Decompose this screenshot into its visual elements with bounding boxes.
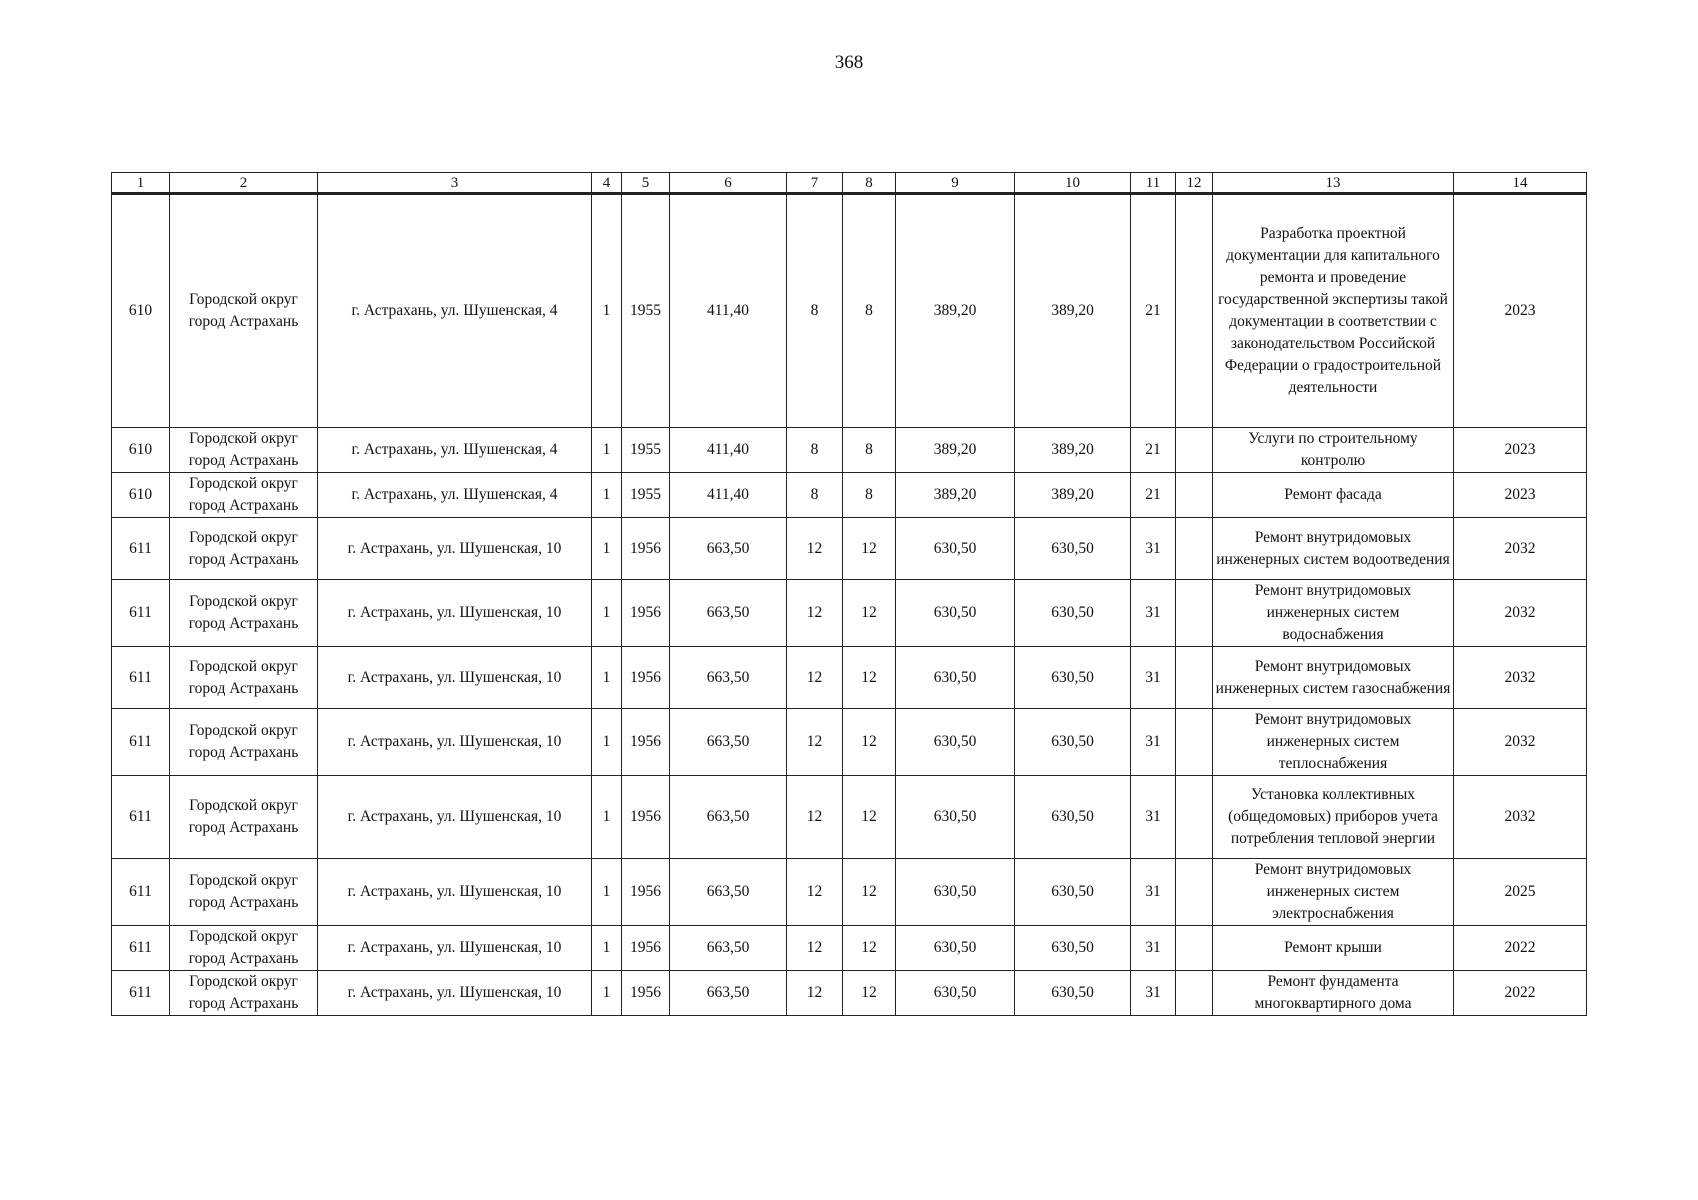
col10-cell: 630,50 (1015, 518, 1131, 580)
table-row (112, 859, 1587, 926)
col9-cell: 630,50 (896, 971, 1015, 1016)
year-built-cell: 1956 (622, 859, 670, 926)
municipality-text: Городской округ город Астрахань (188, 593, 299, 632)
row-number: 611 (112, 859, 170, 926)
address-cell: г. Астрахань, ул. Шушенская, 4 (318, 428, 592, 473)
col11-cell: 21 (1131, 473, 1176, 518)
municipality-cell (170, 194, 318, 428)
municipality-text: Городской округ город Астрахань (188, 430, 299, 469)
col4-cell: 1 (592, 926, 622, 971)
col-header-7: 7 (787, 173, 843, 194)
col10-cell: 630,50 (1015, 580, 1131, 647)
col11-cell: 31 (1131, 647, 1176, 709)
address-cell: г. Астрахань, ул. Шушенская, 4 (318, 473, 592, 518)
work-type-cell: Ремонт крыши (1213, 926, 1454, 971)
col10-cell: 389,20 (1015, 473, 1131, 518)
year-built-cell: 1956 (622, 518, 670, 580)
col8-cell: 12 (843, 580, 896, 647)
row-number: 611 (112, 580, 170, 647)
planned-year-cell: 2022 (1454, 926, 1587, 971)
col12-cell (1176, 926, 1213, 971)
year-built-cell: 1956 (622, 776, 670, 859)
col12-cell (1176, 709, 1213, 776)
municipality-cell (170, 926, 318, 971)
col12-cell (1176, 647, 1213, 709)
col11-cell: 31 (1131, 776, 1176, 859)
col12-cell (1176, 859, 1213, 926)
col-header-12: 12 (1176, 173, 1213, 194)
col-header-14: 14 (1454, 173, 1587, 194)
municipality-cell (170, 971, 318, 1016)
col11-cell: 31 (1131, 518, 1176, 580)
col-header-5: 5 (622, 173, 670, 194)
planned-year-cell: 2032 (1454, 647, 1587, 709)
table-row (112, 428, 1587, 473)
row-number: 611 (112, 518, 170, 580)
year-built-cell: 1955 (622, 428, 670, 473)
municipality-cell (170, 709, 318, 776)
municipality-cell (170, 473, 318, 518)
work-type-cell: Ремонт внутридомовых инженерных систем теплоснабжения (1213, 709, 1454, 776)
col6-cell: 663,50 (670, 709, 787, 776)
col4-cell: 1 (592, 971, 622, 1016)
col8-cell: 8 (843, 473, 896, 518)
col9-cell: 389,20 (896, 473, 1015, 518)
row-number: 610 (112, 428, 170, 473)
col-header-4: 4 (592, 173, 622, 194)
col12-cell (1176, 194, 1213, 428)
col-header-10: 10 (1015, 173, 1131, 194)
col7-cell: 8 (787, 473, 843, 518)
address-cell: г. Астрахань, ул. Шушенская, 10 (318, 647, 592, 709)
col9-cell: 630,50 (896, 580, 1015, 647)
col8-cell: 12 (843, 518, 896, 580)
year-built-cell: 1956 (622, 926, 670, 971)
work-type-cell: Установка коллективных (общедомовых) приборов учета потребления тепловой энергии (1213, 776, 1454, 859)
address-cell: г. Астрахань, ул. Шушенская, 10 (318, 926, 592, 971)
year-built-cell: 1956 (622, 647, 670, 709)
planned-year-cell: 2032 (1454, 518, 1587, 580)
table-body (112, 194, 1587, 1016)
col6-cell: 663,50 (670, 518, 787, 580)
planned-year-cell: 2032 (1454, 580, 1587, 647)
col12-cell (1176, 428, 1213, 473)
col8-cell: 12 (843, 859, 896, 926)
col8-cell: 12 (843, 709, 896, 776)
municipality-text: Городской округ город Астрахань (188, 291, 299, 330)
col11-cell: 21 (1131, 428, 1176, 473)
col-header-8: 8 (843, 173, 896, 194)
address-cell: г. Астрахань, ул. Шушенская, 10 (318, 971, 592, 1016)
col4-cell: 1 (592, 473, 622, 518)
col7-cell: 8 (787, 428, 843, 473)
col7-cell: 12 (787, 647, 843, 709)
col8-cell: 12 (843, 776, 896, 859)
col8-cell: 12 (843, 647, 896, 709)
col8-cell: 8 (843, 194, 896, 428)
col12-cell (1176, 580, 1213, 647)
table-row (112, 580, 1587, 647)
col4-cell: 1 (592, 518, 622, 580)
work-type-cell: Ремонт внутридомовых инженерных систем водоснабжения (1213, 580, 1454, 647)
col-header-3: 3 (318, 173, 592, 194)
col8-cell: 12 (843, 971, 896, 1016)
col-header-1: 1 (112, 173, 170, 194)
col4-cell: 1 (592, 428, 622, 473)
col12-cell (1176, 971, 1213, 1016)
planned-year-cell: 2023 (1454, 428, 1587, 473)
col-header-6: 6 (670, 173, 787, 194)
col7-cell: 12 (787, 709, 843, 776)
col7-cell: 12 (787, 776, 843, 859)
col10-cell: 630,50 (1015, 709, 1131, 776)
col8-cell: 12 (843, 926, 896, 971)
municipality-text: Городской округ город Астрахань (188, 797, 299, 836)
col6-cell: 411,40 (670, 194, 787, 428)
col4-cell: 1 (592, 859, 622, 926)
col6-cell: 411,40 (670, 428, 787, 473)
col12-cell (1176, 776, 1213, 859)
col9-cell: 630,50 (896, 859, 1015, 926)
municipality-cell (170, 859, 318, 926)
address-cell: г. Астрахань, ул. Шушенская, 4 (318, 194, 592, 428)
col-header-2: 2 (170, 173, 318, 194)
row-number: 611 (112, 971, 170, 1016)
year-built-cell: 1955 (622, 194, 670, 428)
col6-cell: 663,50 (670, 971, 787, 1016)
address-cell: г. Астрахань, ул. Шушенская, 10 (318, 580, 592, 647)
year-built-cell: 1956 (622, 709, 670, 776)
municipality-text: Городской округ город Астрахань (188, 872, 299, 911)
col11-cell: 31 (1131, 580, 1176, 647)
col12-cell (1176, 473, 1213, 518)
table-row (112, 647, 1587, 709)
col6-cell: 663,50 (670, 647, 787, 709)
planned-year-cell: 2023 (1454, 473, 1587, 518)
col8-cell: 8 (843, 428, 896, 473)
col11-cell: 31 (1131, 926, 1176, 971)
col7-cell: 12 (787, 971, 843, 1016)
planned-year-cell: 2032 (1454, 776, 1587, 859)
municipality-text: Городской округ город Астрахань (188, 973, 299, 1012)
col9-cell: 630,50 (896, 926, 1015, 971)
municipality-cell (170, 518, 318, 580)
table-row (112, 194, 1587, 428)
col10-cell: 630,50 (1015, 647, 1131, 709)
col9-cell: 630,50 (896, 709, 1015, 776)
address-cell: г. Астрахань, ул. Шушенская, 10 (318, 709, 592, 776)
table-row (112, 473, 1587, 518)
table-row (112, 776, 1587, 859)
table-row (112, 709, 1587, 776)
municipality-cell (170, 647, 318, 709)
col4-cell: 1 (592, 580, 622, 647)
address-cell: г. Астрахань, ул. Шушенская, 10 (318, 776, 592, 859)
col9-cell: 630,50 (896, 518, 1015, 580)
col10-cell: 630,50 (1015, 776, 1131, 859)
col-header-9: 9 (896, 173, 1015, 194)
work-type-cell: Услуги по строительному контролю (1213, 428, 1454, 473)
row-number: 611 (112, 926, 170, 971)
row-number: 611 (112, 647, 170, 709)
col6-cell: 663,50 (670, 926, 787, 971)
col11-cell: 31 (1131, 709, 1176, 776)
table-row (112, 926, 1587, 971)
row-number: 610 (112, 473, 170, 518)
row-number: 611 (112, 776, 170, 859)
col9-cell: 389,20 (896, 194, 1015, 428)
col6-cell: 663,50 (670, 859, 787, 926)
col7-cell: 8 (787, 194, 843, 428)
work-type-cell: Ремонт фасада (1213, 473, 1454, 518)
work-type-cell: Разработка проектной документации для капитального ремонта и проведение государственной экспертизы такой документации в соответствии с законодательством Российской Федерации о градостроительной деятельности (1213, 194, 1454, 428)
col11-cell: 21 (1131, 194, 1176, 428)
col4-cell: 1 (592, 194, 622, 428)
repair-program-table (111, 172, 1587, 1016)
col9-cell: 630,50 (896, 776, 1015, 859)
col7-cell: 12 (787, 518, 843, 580)
work-type-cell: Ремонт фундамента многоквартирного дома (1213, 971, 1454, 1016)
col7-cell: 12 (787, 926, 843, 971)
col-header-11: 11 (1131, 173, 1176, 194)
municipality-cell (170, 776, 318, 859)
row-number: 611 (112, 709, 170, 776)
col12-cell (1176, 518, 1213, 580)
municipality-text: Городской округ город Астрахань (188, 528, 299, 568)
col9-cell: 389,20 (896, 428, 1015, 473)
col11-cell: 31 (1131, 971, 1176, 1016)
municipality-text: Городской округ город Астрахань (188, 722, 299, 761)
col10-cell: 630,50 (1015, 971, 1131, 1016)
table-row (112, 971, 1587, 1016)
col10-cell: 630,50 (1015, 859, 1131, 926)
work-type-cell: Ремонт внутридомовых инженерных систем водоотведения (1213, 518, 1454, 580)
work-type-cell: Ремонт внутридомовых инженерных систем электроснабжения (1213, 859, 1454, 926)
page-number: 368 (834, 52, 864, 73)
col6-cell: 411,40 (670, 473, 787, 518)
table-row (112, 518, 1587, 580)
col4-cell: 1 (592, 776, 622, 859)
year-built-cell: 1955 (622, 473, 670, 518)
planned-year-cell: 2023 (1454, 194, 1587, 428)
municipality-text: Городской округ город Астрахань (188, 657, 299, 697)
col11-cell: 31 (1131, 859, 1176, 926)
col10-cell: 630,50 (1015, 926, 1131, 971)
address-cell: г. Астрахань, ул. Шушенская, 10 (318, 518, 592, 580)
col4-cell: 1 (592, 647, 622, 709)
row-number: 610 (112, 194, 170, 428)
work-type-cell: Ремонт внутридомовых инженерных систем газоснабжения (1213, 647, 1454, 709)
planned-year-cell: 2022 (1454, 971, 1587, 1016)
col4-cell: 1 (592, 709, 622, 776)
address-cell: г. Астрахань, ул. Шушенская, 10 (318, 859, 592, 926)
year-built-cell: 1956 (622, 580, 670, 647)
planned-year-cell: 2032 (1454, 709, 1587, 776)
planned-year-cell: 2025 (1454, 859, 1587, 926)
col10-cell: 389,20 (1015, 194, 1131, 428)
col7-cell: 12 (787, 580, 843, 647)
municipality-text: Городской округ город Астрахань (188, 928, 299, 967)
col9-cell: 630,50 (896, 647, 1015, 709)
municipality-text: Городской округ город Астрахань (188, 475, 299, 514)
col7-cell: 12 (787, 859, 843, 926)
col10-cell: 389,20 (1015, 428, 1131, 473)
col6-cell: 663,50 (670, 580, 787, 647)
municipality-cell (170, 580, 318, 647)
col6-cell: 663,50 (670, 776, 787, 859)
col-header-13: 13 (1213, 173, 1454, 194)
column-number-header-row (112, 173, 1587, 194)
municipality-cell (170, 428, 318, 473)
year-built-cell: 1956 (622, 971, 670, 1016)
